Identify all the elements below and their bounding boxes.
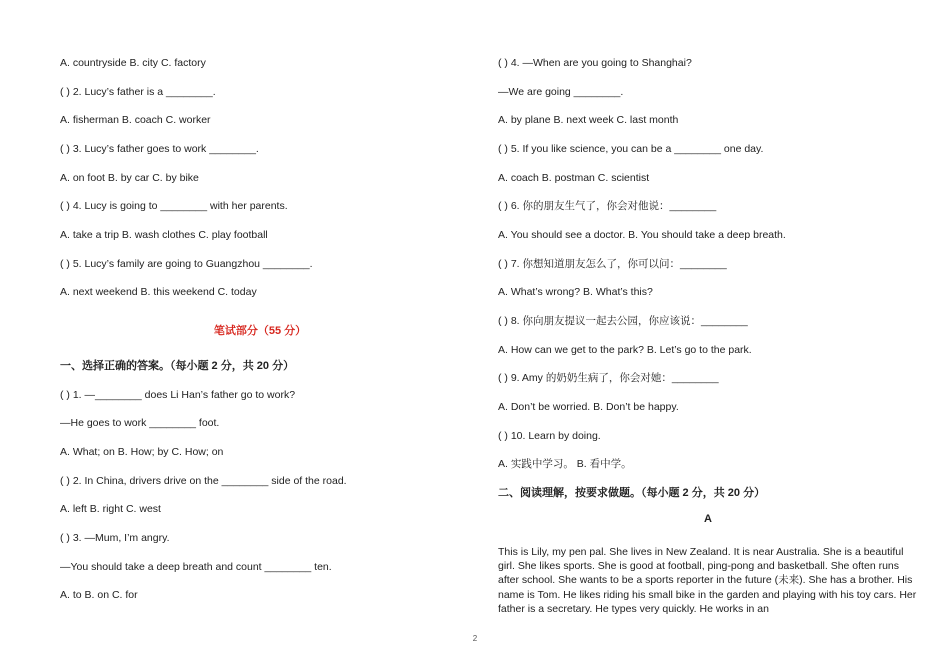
question-line: ( ) 6. 你的朋友生气了，你会对他说：________ [498,200,717,212]
passage-label: A [704,513,712,525]
question-line: —We are going ________. [498,86,624,98]
option-line: A. What; on B. How; by C. How; on [60,446,224,458]
option-line: A. on foot B. by car C. by bike [60,172,199,184]
question-line: ( ) 4. —When are you going to Shanghai? [498,57,692,69]
option-line: A. next weekend B. this weekend C. today [60,286,257,298]
option-line: A. by plane B. next week C. last month [498,114,679,126]
question-line: —He goes to work ________ foot. [60,417,220,429]
question-line: ( ) 9. Amy 的奶奶生病了，你会对她：________ [498,372,719,384]
question-line: ( ) 5. If you like science, you can be a ________ one day. [498,143,764,155]
question-line: ( ) 4. Lucy is going to ________ with her parents. [60,200,288,212]
option-line: A. 实践中学习。 B. 看中学。 [498,458,632,470]
page-number: 2 [472,634,478,643]
option-line: A. You should see a doctor. B. You should take a deep breath. [498,229,786,241]
question-line: ( ) 5. Lucy’s family are going to Guangzhou ________. [60,258,313,270]
question-line: ( ) 10. Learn by doing. [498,430,601,442]
option-line: A. fisherman B. coach C. worker [60,114,211,126]
written-part-title: 笔试部分（55 分） [213,325,307,337]
question-line: ( ) 1. —________ does Li Han’s father go to work? [60,389,296,401]
option-line: A. countryside B. city C. factory [60,57,206,69]
section-1-heading: 一、选择正确的答案。（每小题 2 分，共 20 分） [60,360,295,372]
option-line: A. coach B. postman C. scientist [498,172,650,184]
question-line: ( ) 2. In China, drivers drive on the ________ side of the road. [60,475,347,487]
question-line: ( ) 3. —Mum, I’m angry. [60,532,170,544]
option-line: A. Don’t be worried. B. Don’t be happy. [498,401,679,413]
option-line: A. What’s wrong? B. What’s this? [498,286,653,298]
question-line: ( ) 8. 你向朋友提议一起去公园，你应该说：________ [498,315,748,327]
option-line: A. to B. on C. for [60,589,138,601]
question-line: —You should take a deep breath and count ________ ten. [60,561,332,573]
option-line: A. take a trip B. wash clothes C. play football [60,229,268,241]
reading-passage: This is Lily, my pen pal. She lives in New Zealand. It is near Australia. She is a beautiful girl. She likes sports. She is good at football, ping-pong and basketball. She often runs after school. She wants to be a sports reporter in the future (未来). She has a brother. His name is Tom. He likes riding his small bike in the garden and playing with his toy cars. Her father is a secretary. He types very quickly. He works in an [498,546,917,615]
question-line: ( ) 7. 你想知道朋友怎么了，你可以问：________ [498,258,727,270]
option-line: A. How can we get to the park? B. Let’s go to the park. [498,344,752,356]
section-2-heading: 二、阅读理解，按要求做题。（每小题 2 分，共 20 分） [498,487,766,499]
option-line: A. left B. right C. west [60,503,161,515]
question-line: ( ) 2. Lucy’s father is a ________. [60,86,216,98]
question-line: ( ) 3. Lucy’s father goes to work ________. [60,143,259,155]
